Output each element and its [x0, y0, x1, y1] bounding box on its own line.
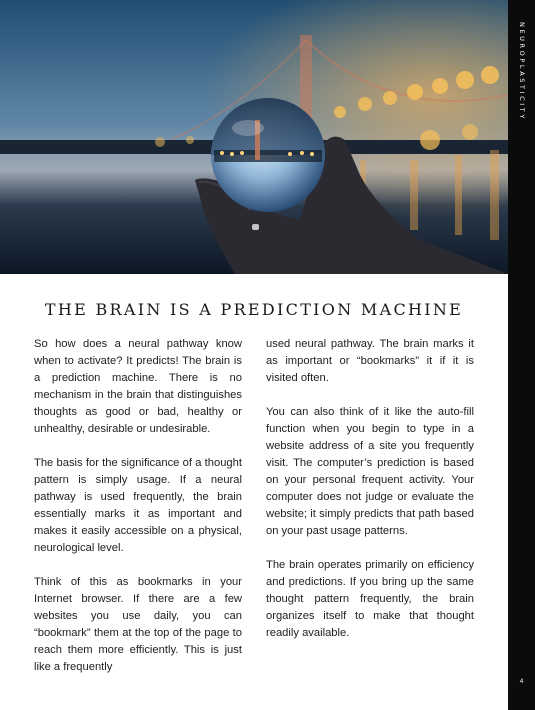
page-number: 4 — [519, 678, 524, 685]
hero-photo — [0, 0, 508, 274]
paragraph: You can also think of it like the auto-fill function when you begin to type in a website address of a site you frequently visit. The computer’s prediction is based on your personal frequent activity. Your computer does not judge or evaluate the website; it simply predicts that path based on your past usage patterns. — [266, 406, 474, 537]
section-label: NEUROPLASTICITY — [518, 22, 526, 121]
crystal-ball-illustration — [0, 0, 508, 274]
paragraph: Think of this as bookmarks in your Internet browser. If there are a few websites you use daily, you can “bookmark” them at the top of the page to reach them more efficiently. This is just like a frequently — [34, 576, 242, 673]
left-column — [34, 336, 242, 693]
paragraph: So how does a neural pathway know when to activate? It predicts! The brain is a prediction machine. There is no mechanism in the brain that distinguishes thoughts as good or bad, healthy or unhealthy, desirable or undesirable. — [34, 338, 242, 435]
right-column — [266, 336, 474, 659]
paragraph: The basis for the significance of a thought pattern is simply usage. If a neural pathway is used frequently, the brain essentially marks it as important and makes it easily accessible on a physical, neurological level. — [34, 457, 242, 554]
paragraph: used neural pathway. The brain marks it as important or “bookmarks” it if it is visited often. — [266, 338, 474, 384]
sidebar — [508, 0, 535, 710]
paragraph: The brain operates primarily on efficiency and predictions. If you bring up the same thought pattern frequently, the brain organizes itself to make that thought readily available. — [266, 559, 474, 639]
article-title: THE BRAIN IS A PREDICTION MACHINE — [44, 300, 464, 319]
